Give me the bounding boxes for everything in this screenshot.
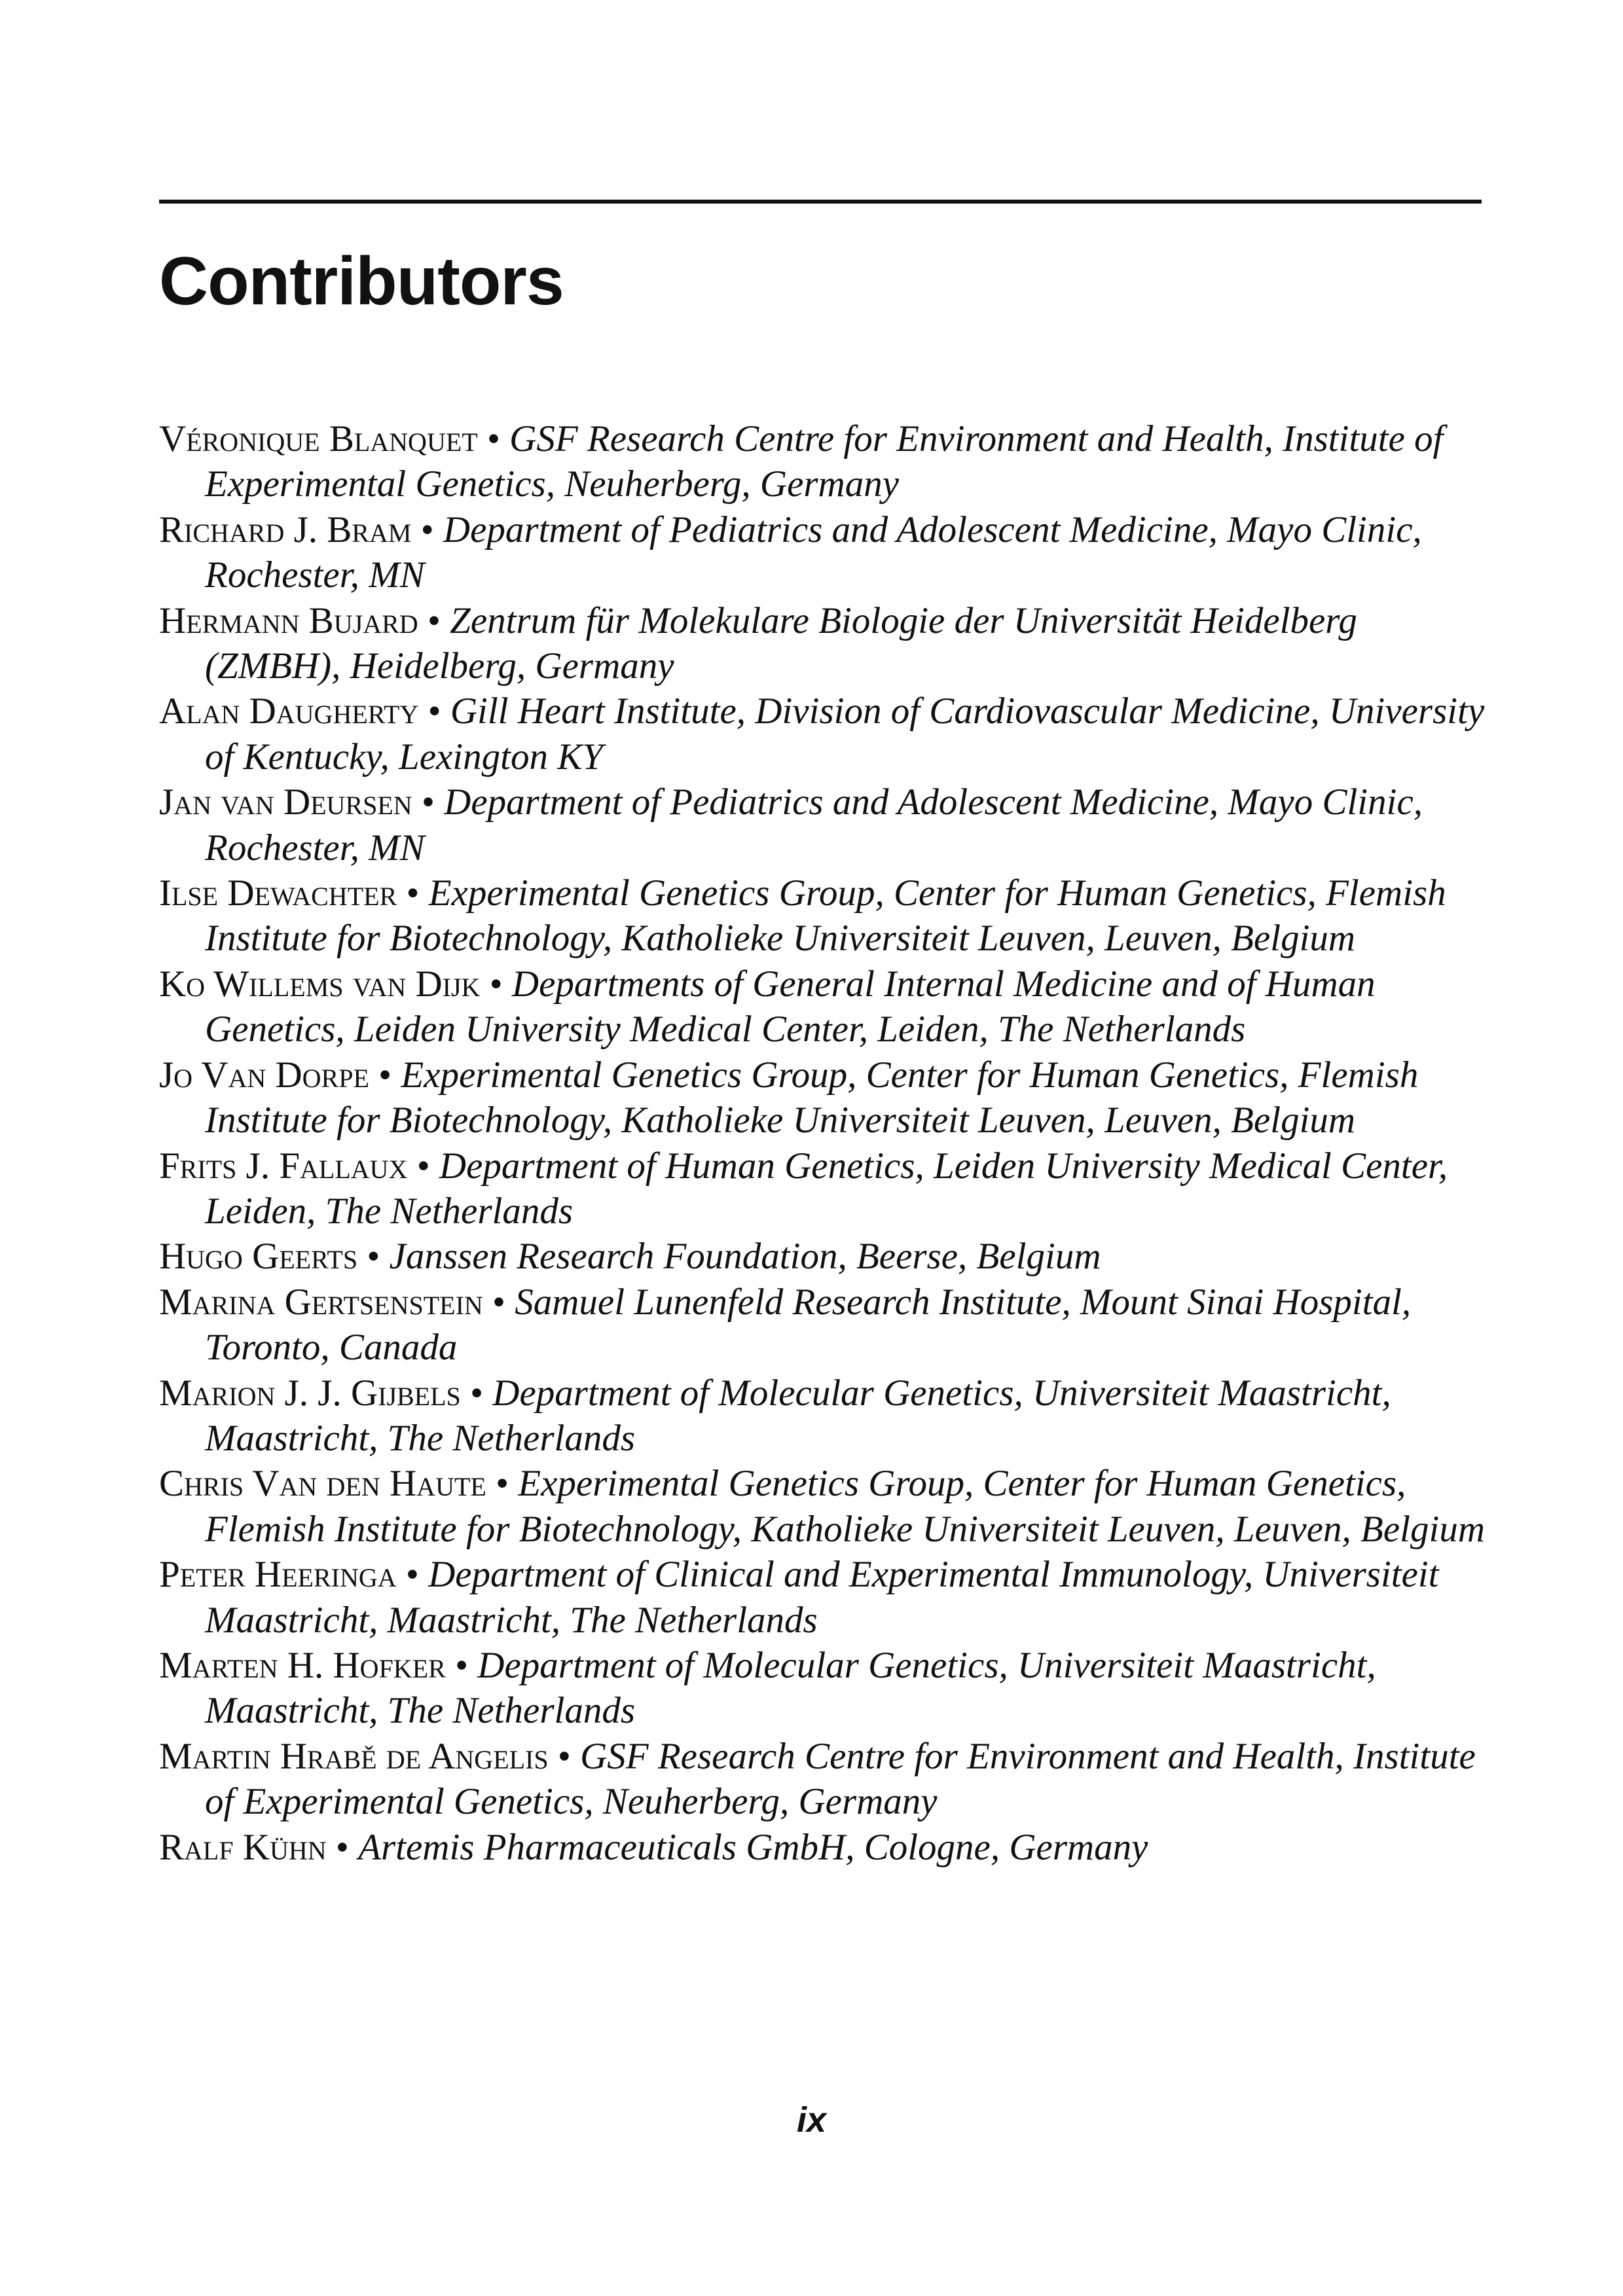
contributor-name: Marion J. J. Gijbels <box>159 1372 461 1414</box>
contributor-affiliation: Samuel Lunenfeld Research Institute, Mount Sinai Hospital, Toronto, Canada <box>205 1281 1412 1369</box>
bullet-separator: • <box>445 1644 478 1686</box>
contributor-affiliation: Department of Clinical and Experimental Immunology, Universiteit Maastricht, Maastricht, The Netherlands <box>205 1554 1439 1641</box>
contributor-entry <box>159 1371 1501 1462</box>
contributor-name: Ko Willems van Dijk <box>159 963 481 1005</box>
contributor-name: Martin Hrabě de Angelis <box>159 1735 549 1777</box>
contributor-entry <box>159 1234 1501 1279</box>
contributor-affiliation: Gill Heart Institute, Division of Cardiovascular Medicine, University of Kentucky, Lexington KY <box>205 691 1485 778</box>
contributor-entry <box>159 961 1501 1052</box>
bullet-separator: • <box>396 1554 429 1596</box>
contributor-entry <box>159 870 1501 961</box>
contributor-name: Véronique Blanquet <box>159 418 478 459</box>
contributor-affiliation: Experimental Genetics Group, Center for Human Genetics, Flemish Institute for Biotechnology, Katholieke Universiteit Leuven, Leuven, Belgium <box>205 1463 1485 1550</box>
contributor-name: Hermann Bujard <box>159 600 418 641</box>
contributor-entry <box>159 507 1501 598</box>
contributor-affiliation: Experimental Genetics Group, Center for Human Genetics, Flemish Institute for Biotechnology, Katholieke Universiteit Leuven, Leuven, Belgium <box>205 872 1446 960</box>
contributor-entry <box>159 1643 1501 1734</box>
contributor-affiliation: Department of Pediatrics and Adolescent Medicine, Mayo Clinic, Rochester, MN <box>205 781 1423 869</box>
contributor-entry <box>159 598 1501 689</box>
bullet-separator: • <box>411 509 443 550</box>
contributor-affiliation: Artemis Pharmaceuticals GmbH, Cologne, Germany <box>358 1826 1148 1868</box>
contributor-name: Marten H. Hofker <box>159 1644 446 1686</box>
contributor-name: Ralf Kühn <box>159 1826 327 1868</box>
contributor-name: Frits J. Fallaux <box>159 1145 408 1187</box>
contributor-name: Jo Van Dorpe <box>159 1054 369 1096</box>
contributor-entry <box>159 416 1501 507</box>
contributor-name: Ilse Dewachter <box>159 872 397 914</box>
contributor-name: Jan van Deursen <box>159 781 412 823</box>
contributor-entry <box>159 1280 1501 1371</box>
contributor-name: Hugo Geerts <box>159 1236 358 1278</box>
contributor-entry <box>159 1552 1501 1643</box>
contributor-affiliation: Departments of General Internal Medicine and of Human Genetics, Leiden University Medical Center, Leiden, The Netherlands <box>205 963 1376 1050</box>
contributor-name: Alan Daugherty <box>159 691 419 732</box>
contributor-list <box>159 416 1501 1870</box>
contributor-name: Richard J. Bram <box>159 509 412 550</box>
contributor-entry <box>159 1143 1501 1234</box>
contributor-affiliation: GSF Research Centre for Environment and Health, Institute of Experimental Genetics, Neuherberg, Germany <box>205 418 1444 505</box>
contributor-name: Peter Heeringa <box>159 1554 397 1596</box>
contributor-name: Marina Gertsenstein <box>159 1281 483 1323</box>
bullet-separator: • <box>418 691 450 732</box>
bullet-separator: • <box>486 1463 519 1505</box>
page-title: Contributors <box>159 243 564 319</box>
contributor-entry <box>159 1734 1501 1825</box>
bullet-separator: • <box>326 1826 359 1868</box>
contributor-entry <box>159 1825 1501 1870</box>
bullet-separator: • <box>460 1372 493 1414</box>
bullet-separator: • <box>407 1145 439 1187</box>
bullet-separator: • <box>412 781 445 823</box>
contributor-affiliation: Zentrum für Molekulare Biologie der Universität Heidelberg (ZMBH), Heidelberg, Germany <box>205 600 1357 687</box>
contributor-entry <box>159 689 1501 780</box>
contributor-affiliation: Department of Human Genetics, Leiden University Medical Center, Leiden, The Netherlands <box>205 1145 1448 1232</box>
top-rule <box>159 200 1482 204</box>
bullet-separator: • <box>483 1281 515 1323</box>
contributor-entry <box>159 1052 1501 1143</box>
contributor-affiliation: Janssen Research Foundation, Beerse, Belgium <box>389 1236 1101 1278</box>
contributor-affiliation: Department of Pediatrics and Adolescent Medicine, Mayo Clinic, Rochester, MN <box>205 509 1422 596</box>
bullet-separator: • <box>357 1236 390 1278</box>
contributor-affiliation: Department of Molecular Genetics, Universiteit Maastricht, Maastricht, The Netherlands <box>205 1372 1391 1459</box>
bullet-separator: • <box>397 872 429 914</box>
bullet-separator: • <box>418 600 450 641</box>
bullet-separator: • <box>480 963 512 1005</box>
bullet-separator: • <box>369 1054 401 1096</box>
contributor-entry <box>159 1461 1501 1552</box>
contributor-affiliation: Experimental Genetics Group, Center for Human Genetics, Flemish Institute for Biotechnology, Katholieke Universiteit Leuven, Leuven, Belgium <box>205 1054 1419 1141</box>
contributor-affiliation: Department of Molecular Genetics, Universiteit Maastricht, Maastricht, The Netherlands <box>205 1644 1376 1732</box>
contributor-name: Chris Van den Haute <box>159 1463 486 1505</box>
bullet-separator: • <box>548 1735 581 1777</box>
page-number: ix <box>796 2100 827 2140</box>
bullet-separator: • <box>477 418 510 459</box>
contributor-affiliation: GSF Research Centre for Environment and Health, Institute of Experimental Genetics, Neuherberg, Germany <box>205 1735 1476 1823</box>
contributor-entry <box>159 780 1501 870</box>
